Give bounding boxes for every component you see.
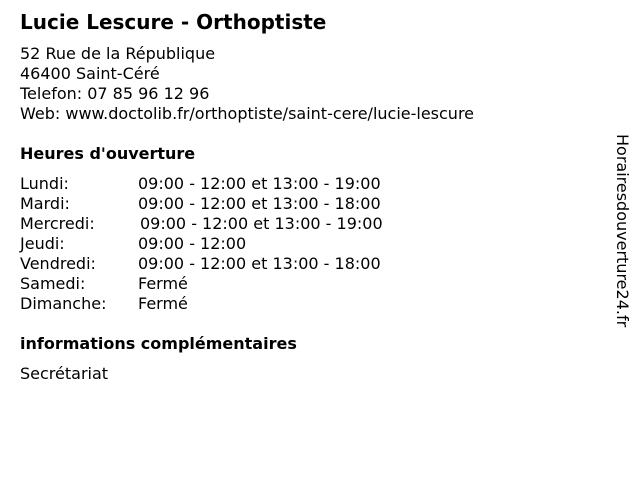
time-value: 09:00 - 12:00 et 13:00 - 19:00 — [140, 214, 383, 233]
hours-table — [20, 174, 440, 314]
hours-row — [20, 174, 440, 194]
watermark: Horairesdouverture24.fr — [613, 134, 632, 328]
hours-row — [20, 214, 440, 234]
day-label: Mardi: — [20, 194, 70, 213]
time-value: Fermé — [138, 274, 188, 293]
hours-row — [20, 194, 440, 214]
time-value: Fermé — [138, 294, 188, 313]
time-value: 09:00 - 12:00 et 13:00 - 19:00 — [138, 174, 381, 193]
city-address: 46400 Saint-Céré — [20, 64, 160, 83]
address-block — [20, 44, 474, 124]
page-title: Lucie Lescure - Orthoptiste — [20, 10, 327, 34]
info-heading: informations complémentaires — [20, 334, 297, 353]
time-value: 09:00 - 12:00 — [138, 234, 247, 253]
hours-row — [20, 254, 440, 274]
hours-row — [20, 294, 440, 314]
hours-row — [20, 274, 440, 294]
time-value: 09:00 - 12:00 et 13:00 - 18:00 — [138, 194, 381, 213]
info-text: Secrétariat — [20, 364, 109, 383]
day-label: Jeudi: — [20, 234, 65, 253]
hours-heading: Heures d'ouverture — [20, 144, 196, 163]
website: Web: www.doctolib.fr/orthoptiste/saint-cere/lucie-lescure — [20, 104, 475, 123]
day-label: Lundi: — [20, 174, 69, 193]
time-value: 09:00 - 12:00 et 13:00 - 18:00 — [138, 254, 381, 273]
hours-row — [20, 234, 440, 254]
day-label: Mercredi: — [20, 214, 95, 233]
day-label: Samedi: — [20, 274, 86, 293]
phone-number: Telefon: 07 85 96 12 96 — [20, 84, 210, 103]
day-label: Dimanche: — [20, 294, 107, 313]
street-address: 52 Rue de la République — [20, 44, 216, 63]
day-label: Vendredi: — [20, 254, 96, 273]
